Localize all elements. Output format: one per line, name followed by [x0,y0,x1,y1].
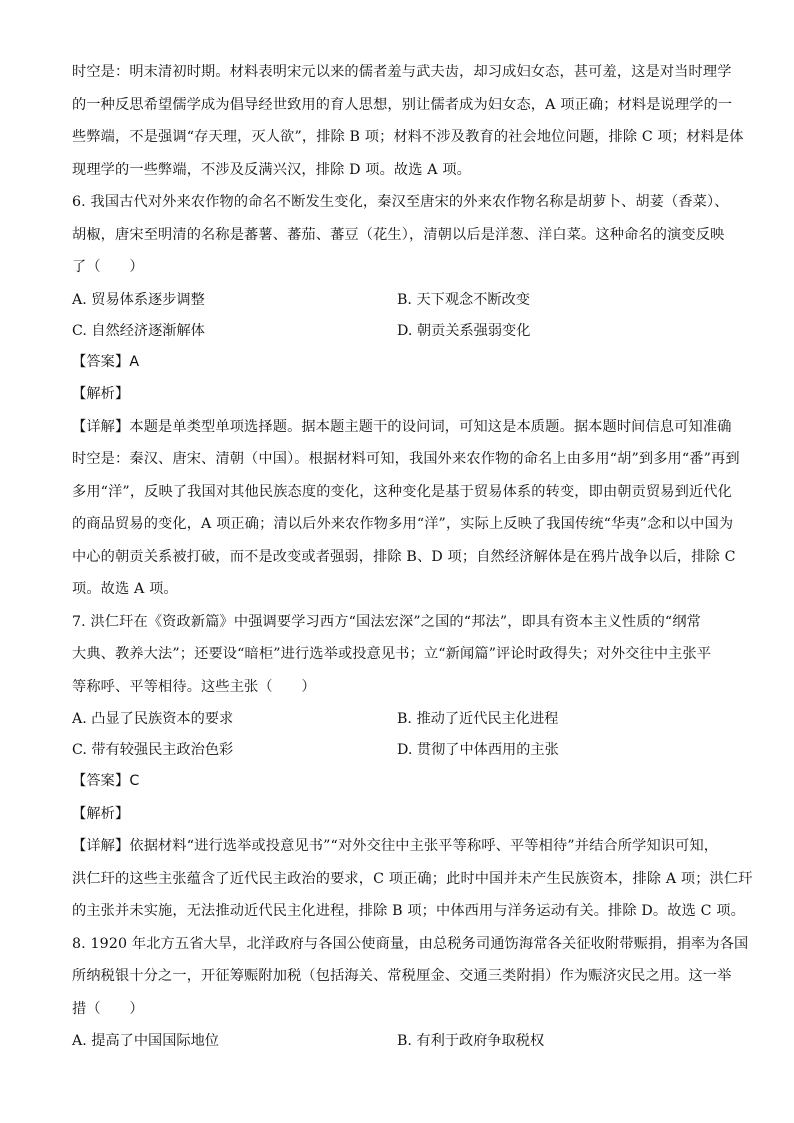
option-a: A. 凸显了民族资本的要求 [72,711,234,727]
question-6-stem: 了（ ） [72,259,144,275]
analysis-label: 【解析】 [72,805,130,822]
option-d: D. 朝贡关系强弱变化 [397,322,531,339]
question-8-stem: 所纳税银十分之一，开征筹赈附加税（包括海关、常税厘金、交通三类附捐）作为赈济灾民之用。这一举 [72,968,732,984]
explanation-line: 的商品贸易的变化，A 项正确；清以后外来农作物多用“洋”，实际上反映了我国传统“华夷”念和以中国为 [72,516,734,532]
question-7-stem: 大典、教养大法”；还要设“暗柜”进行选举或投意见书；立“新闻篇”评论时政得失；对外交往中主张平 [72,646,712,662]
question-6-options-row-2 [72,321,722,352]
option-c: C. 自然经济逐渐解体 [72,322,205,339]
explanation-line: 项。故选 A 项。 [72,581,178,597]
option-b: B. 有利于政府争取税权 [397,1033,545,1049]
question-8-options-row-1 [72,1031,722,1062]
analysis-label: 【解析】 [72,386,130,402]
text-line: 现理学的一些弊端，不涉及反满兴汉，排除 D 项。故选 A 项。 [72,161,471,178]
question-8-stem: 措（ ） [72,1000,144,1017]
question-6-stem: 胡椒，唐宋至明清的名称是蕃薯、蕃茄、蕃豆（花生），清朝以后是洋葱、洋白菜。这种命名的演变反映 [72,226,725,243]
document-page [72,62,753,1062]
explanation-line: 的主张并未实施，无法推动近代民主化进程，排除 B 项；中体西用与洋务运动有关。排除 D。故选 C 项。 [72,903,745,919]
explanation-line: 时空是：秦汉、唐宋、清朝（中国）。根据材料可知，我国外来农作物的命名上由多用“胡”到多用“番”再到 [72,451,740,467]
text-line: 些弊端，不是强调“存天理，灭人欲”，排除 B 项；材料不涉及教育的社会地位问题，排除 C 项；材料是体 [72,129,744,145]
explanation-line: 【详解】依据材料“进行选举或投意见书”“对外交往中主张平等称呼、平等相待”并结合所学知识可知， [72,838,719,854]
question-6-stem: 6. 我国古代对外来农作物的命名不断发生变化，秦汉至唐宋的外来农作物名称是胡萝卜、胡荽（香菜）、 [72,194,729,210]
explanation-line: 【详解】本题是单类型单项选择题。据本题主题干的设问词，可知这是本质题。据本题时间信息可知准确 [72,418,732,435]
question-6-options-row-1 [72,290,722,321]
question-7-options-row-1 [72,709,722,740]
option-d: D. 贯彻了中体西用的主张 [397,742,559,758]
answer-label: 【答案】C [72,773,140,789]
question-7-stem: 等称呼、平等相待。这些主张（ ） [72,678,316,695]
option-a: A. 提高了中国国际地位 [72,1033,219,1049]
question-8-stem: 8. 1920 年北方五省大旱，北洋政府与各国公使商量，由总税务司通饬海常各关征收附带赈捐，捐率为各国 [72,935,749,952]
explanation-line: 洪仁玕的这些主张蕴含了近代民主政治的要求，C 项正确；此时中国并未产生民族资本，排除 A 项；洪仁玕 [72,870,753,887]
text-line: 时空是：明末清初时期。材料表明宋元以来的儒者羞与武夫齿，却习成妇女态，甚可羞，这是对当时理学 [72,64,732,80]
option-a: A. 贸易体系逐步调整 [72,291,205,308]
text-line: 的一种反思希望儒学成为倡导经世致用的育人思想，别让儒者成为妇女态，A 项正确；材料是说理学的一 [72,96,733,113]
question-7-stem: 7. 洪仁玕在《资政新篇》中强调要学习西方“国法宏深”之国的“邦法”，即具有资本主义性质的“纲常 [72,613,702,630]
explanation-line: 中心的朝贡关系被打破，而不是改变或者强弱，排除 B、D 项；自然经济解体是在鸦片战争以后，排除 C [72,548,736,565]
question-7-options-row-2 [72,740,722,771]
option-b: B. 推动了近代民主化进程 [397,711,559,727]
answer-label: 【答案】A [72,353,140,370]
option-b: B. 天下观念不断改变 [397,291,530,308]
explanation-line: 多用“洋”，反映了我国对其他民族态度的变化，这种变化是基于贸易体系的转变，即由朝贡贸易到近代化 [72,483,732,500]
option-c: C. 带有较强民主政治色彩 [72,742,234,758]
